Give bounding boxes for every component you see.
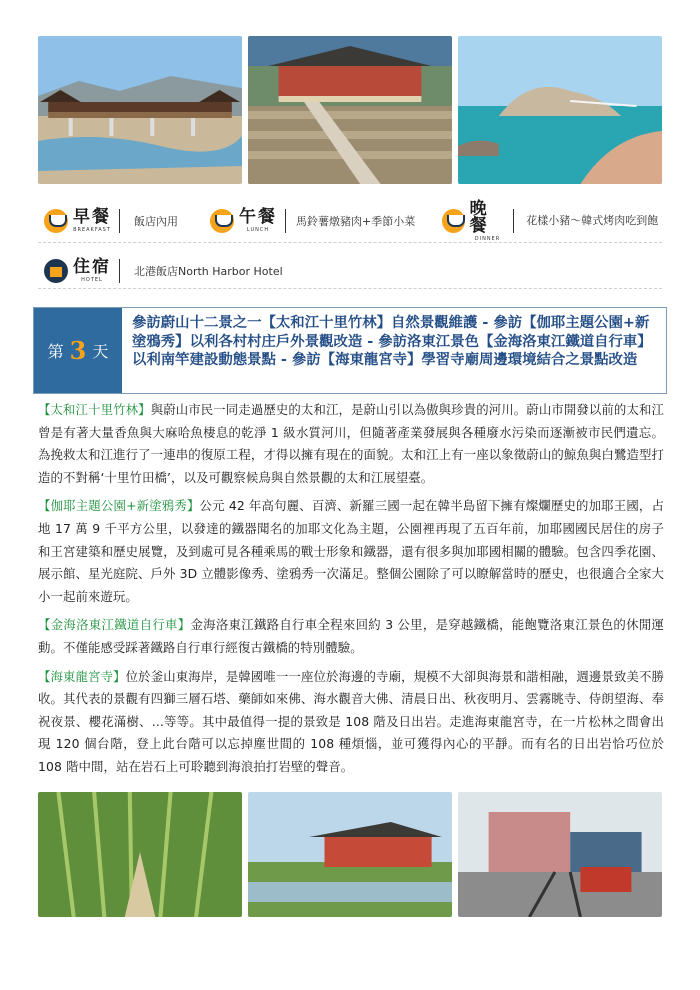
divider <box>119 209 120 233</box>
lunch-icon <box>210 209 234 233</box>
tag-label: 【太和江十里竹林】 <box>38 402 151 417</box>
paragraph-gaya <box>38 495 664 608</box>
gaya-palace-photo <box>248 792 452 917</box>
day-header <box>33 307 667 394</box>
dinner-icon <box>442 209 465 233</box>
dinner-title: 晚餐 <box>469 198 489 236</box>
bottom-photo-strip <box>38 792 662 917</box>
day-number: 3 <box>69 336 87 365</box>
paragraph-text: 公元 42 年高句麗、百濟、新羅三國一起在韓半島留下擁有燦爛歷史的加耶王國，占地 17 萬 9 千平方公里，以發達的鐵器聞名的加耶文化為主題，公園裡再現了五百年前，加耶國國民居住的房子和王宮建築和歷史展覽，及到處可見各種乘馬的戰士形象和鐵器，還有很多與加耶國相關的體驗。包含四季花園、展示館、星光庭院、戶外 3D 立體影像秀、塗鴉秀一次滿足。整個公園除了可以瞭解當時的歷史，也很適合全家大小一起前來遊玩。 <box>38 498 664 604</box>
tag-label: 【伽耶主題公園+新塗鴉秀】 <box>38 498 200 514</box>
tag-label: 【金海洛東江鐵道自行車】 <box>38 617 191 633</box>
day-suffix: 天 <box>92 342 109 361</box>
hotel-en: HOTEL <box>81 277 103 283</box>
temple-photo <box>248 36 452 184</box>
paragraph-yonggungsa <box>38 666 664 779</box>
dinner-block <box>442 200 667 242</box>
breakfast-block <box>44 200 178 242</box>
hotel-row <box>38 254 662 289</box>
covered-bridge-photo <box>38 36 242 184</box>
breakfast-title: 早餐 <box>73 207 111 227</box>
meals-row <box>38 200 662 243</box>
lunch-block <box>210 200 415 242</box>
paragraph-railbike <box>38 614 664 659</box>
breakfast-en: BREAKFAST <box>73 227 111 233</box>
paragraph-text: 金海洛東江鐵路自行車全程來回約 3 公里，是穿越鐵橋，能飽覽洛東江景色的休閒運動。不僅能感受踩著鐵路自行車行經復古鐵橋的特別體驗。 <box>38 617 664 655</box>
lunch-title: 午餐 <box>239 207 277 227</box>
breakfast-icon <box>44 209 68 233</box>
day-title: 參訪蔚山十二景之一【太和江十里竹林】自然景觀維護 - 參訪【伽耶主題公園+新塗鴉秀】以利各村村庄戶外景觀改造 - 參訪洛東江景色【金海洛東江鐵道自行車】以利南竿建設動態景點 - 參訪【海東龍宮寺】學習寺廟周邊環境結合之景點改造 <box>132 315 652 369</box>
hotel-text: 北港飯店North Harbor Hotel <box>134 265 283 278</box>
rail-bike-photo <box>458 792 662 917</box>
top-photo-strip <box>38 36 662 184</box>
hotel-icon <box>44 259 68 283</box>
itinerary-text <box>38 399 664 785</box>
divider <box>285 209 286 233</box>
lunch-text: 馬鈴薯燉豬肉+季節小菜 <box>296 215 416 228</box>
day-badge <box>34 308 122 393</box>
day-prefix: 第 <box>47 342 64 361</box>
dinner-text: 花樣小豬～韓式烤肉吃到飽 <box>526 214 659 227</box>
seaside-rock-photo <box>458 36 662 184</box>
divider <box>513 209 514 233</box>
hotel-title: 住宿 <box>73 257 111 277</box>
divider <box>119 259 120 283</box>
breakfast-text: 飯店內用 <box>134 215 178 228</box>
tag-label: 【海東龍宮寺】 <box>38 668 126 684</box>
paragraph-taehwa <box>38 399 664 489</box>
paragraph-text: 與蔚山市民一同走過歷史的太和江，是蔚山引以為傲與珍貴的河川。蔚山市開發以前的太和江曾是有著大量香魚與大麻哈魚棲息的乾淨 1 級水質河川，但隨著產業發展與各種廢水污染而逐漸被市民們遺忘。為挽救太和江進行了一連串的復原工程，才得以擁有現在的面貌。太和江上有一座以象徵蔚山的鯨魚與白鷺造型打造的不對稱‘十里竹田橋’，以及可觀察候鳥與自然景觀的太和江展望臺。 <box>38 402 664 485</box>
lunch-en: LUNCH <box>246 227 270 233</box>
dinner-en: DINNER <box>474 235 501 242</box>
bamboo-forest-photo <box>38 792 242 917</box>
paragraph-text: 位於釜山東海岸，是韓國唯一一座位於海邊的寺廟，規模不大卻與海景和諧相融，週邊景致美不勝收。其代表的景觀有四獅三層石塔、藥師如來佛、海水觀音大佛、清晨日出、秋夜明月、雲霧眺寺、侍朗望海、奉祝夜景、櫻花滿樹、...等等。其中最值得一提的景致是 108 階及日出岩。走進海東龍宮寺，在一片松林之間會出現 120 個台階，登上此台階可以忘掉塵世間的 108 種煩惱，並可獲得內心的平靜。而有名的日出岩恰巧位於 108 階中間，站在岩石上可聆聽到海浪拍打岩壁的聲音。 <box>38 668 664 774</box>
